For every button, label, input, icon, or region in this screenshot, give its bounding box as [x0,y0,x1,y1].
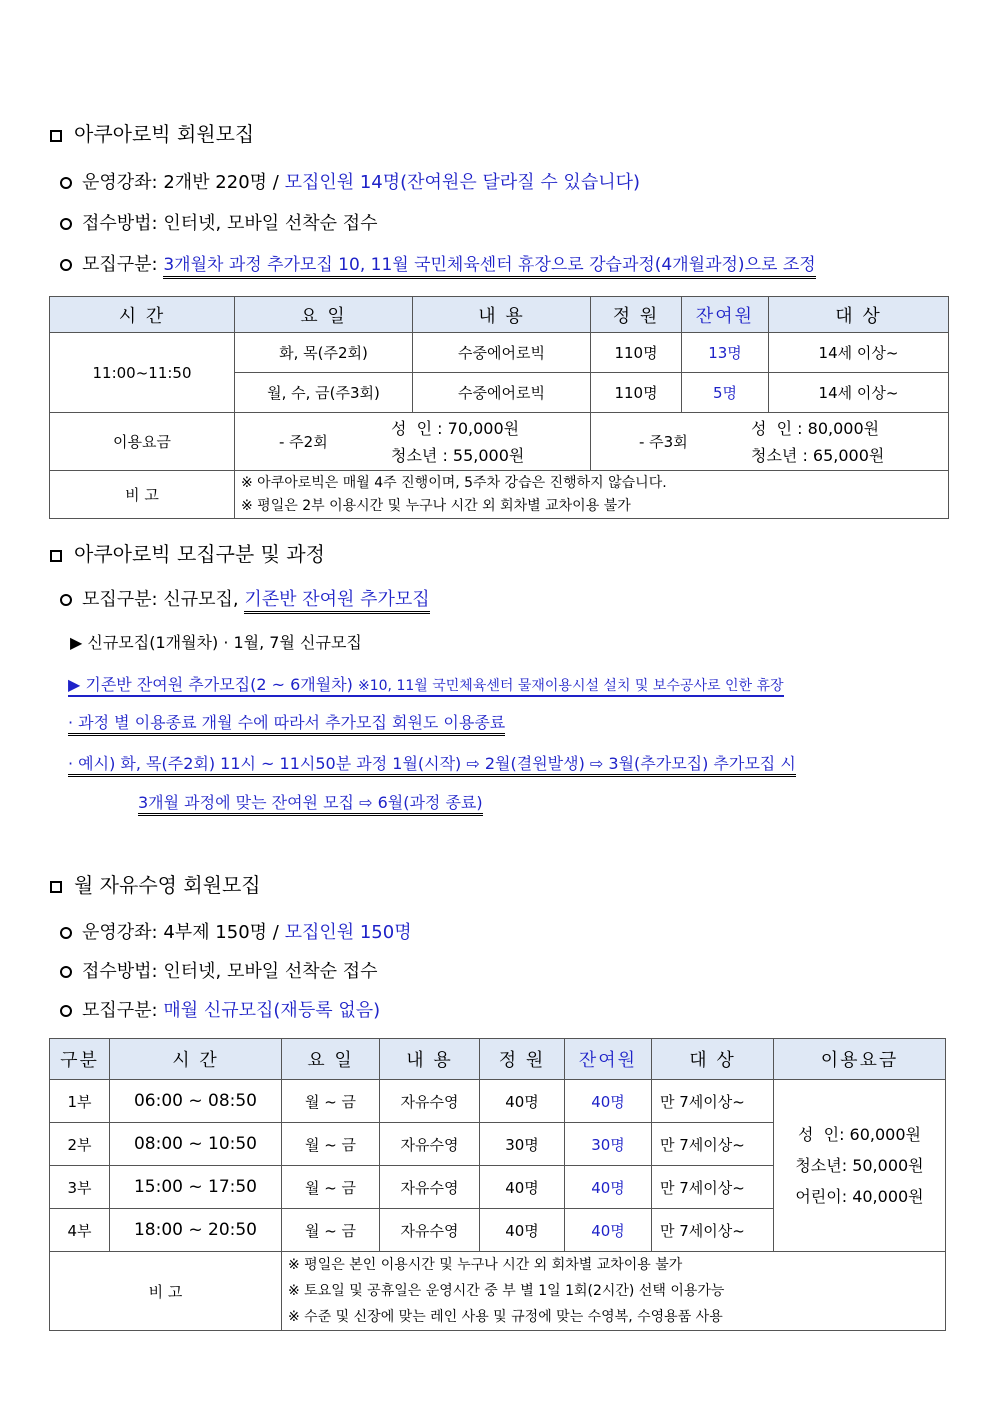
table-row: 월, 수, 금(주3회) 수중에어로빅 110명 5명 14세 이상~ [50,373,949,413]
aqua-category-line: 모집구분: 3개월차 과정 추가모집 10, 11월 국민체육센터 휴장으로 강습과정(4개월과정)으로 조정 [60,250,816,276]
swim-operation-line: 운영강좌: 4부제 150명 / 모집인원 150명 [60,918,412,944]
table-row: 1부 06:00 ~ 08:50 월 ~ 금 자유수영 40명 40명 만 7세이상~ 성 인: 60,000원 청소년: 50,000원 어린이: 40,000원 [50,1080,946,1123]
aqua-operation-line: 운영강좌: 2개반 220명 / 모집인원 14명(잔여원은 달라질 수 있습니다) [60,168,640,194]
square-bullet-icon [50,130,62,142]
header-day: 요 일 [282,1039,380,1080]
swim-schedule-table [49,1038,946,1331]
fee-thrice-weekly: - 주3회성 인 : 80,000원 청소년 : 65,000원 [591,413,949,471]
header-target: 대 상 [652,1039,774,1080]
example-line-2: 3개월 과정에 맞는 잔여원 모집 ⇨ 6월(과정 종료) [138,790,483,813]
header-content: 내 용 [380,1039,480,1080]
header-time: 시 간 [110,1039,282,1080]
fee-twice-weekly: - 주2회성 인 : 70,000원 청소년 : 55,000원 [235,413,591,471]
new-recruit-line: ▶ 신규모집(1개월차) · 1월, 7월 신규모집 [70,633,362,652]
swim-section-title: 월 자유수영 회원모집 [50,869,261,898]
square-bullet-icon [50,881,62,893]
existing-recruit-line: ▶ 기존반 잔여원 추가모집(2 ~ 6개월차) ※10, 11월 국민체육센터 물재이용시설 설치 및 보수공사로 인한 휴장 [68,672,784,695]
process-category-line: 모집구분: 신규모집, 기존반 잔여원 추가모집 [60,585,430,611]
header-content: 내 용 [413,297,591,333]
note-row: 비 고 ※ 아쿠아로빅은 매월 4주 진행이며, 5주차 강습은 진행하지 않습니다. ※ 평일은 2부 이용시간 및 누구나 시간 외 회차별 교차이용 불가 [50,471,949,519]
note-label: 비 고 [50,1252,282,1331]
header-fee: 이용요금 [774,1039,946,1080]
aqua-reception-line: 접수방법: 인터넷, 모바일 선착순 접수 [60,209,378,235]
header-capacity: 정 원 [591,297,682,333]
circle-bullet-icon [60,927,72,939]
header-time: 시 간 [50,297,235,333]
class-time-cell: 11:00~11:50 [50,333,235,413]
fee-cell: 성 인: 60,000원 청소년: 50,000원 어린이: 40,000원 [774,1080,946,1252]
circle-bullet-icon [60,218,72,230]
header-remaining: 잔여원 [565,1039,652,1080]
circle-bullet-icon [60,177,72,189]
table-row: 11:00~11:50 화, 목(주2회) 수중에어로빅 110명 13명 14세 이상~ [50,333,949,373]
fee-row [50,413,949,471]
example-line-1: · 예시) 화, 목(주2회) 11시 ~ 11시50분 과정 1월(시작) ⇨ 2월(결원발생) ⇨ 3월(추가모집) 추가모집 시 [68,751,796,774]
square-bullet-icon [50,550,62,562]
circle-bullet-icon [60,966,72,978]
header-part: 구분 [50,1039,110,1080]
header-capacity: 정 원 [480,1039,565,1080]
table-row: 2부 08:00 ~ 10:50 월 ~ 금 자유수영 30명 30명 만 7세이상~ [50,1123,946,1166]
rule-line: · 과정 별 이용종료 개월 수에 따라서 추가모집 회원도 이용종료 [68,710,505,733]
swim-reception-line: 접수방법: 인터넷, 모바일 선착순 접수 [60,957,378,983]
fee-label: 이용요금 [50,413,235,471]
table-row: 3부 15:00 ~ 17:50 월 ~ 금 자유수영 40명 40명 만 7세이상~ [50,1166,946,1209]
circle-bullet-icon [60,259,72,271]
aqua-section-title: 아쿠아로빅 회원모집 [50,118,254,147]
process-section-title: 아쿠아로빅 모집구분 및 과정 [50,538,325,567]
aqua-schedule-table [49,296,949,519]
swim-category-line: 모집구분: 매월 신규모집(재등록 없음) [60,996,380,1022]
header-remaining: 잔여원 [682,297,769,333]
note-row: 비 고 ※ 평일은 본인 이용시간 및 누구나 시간 외 회차별 교차이용 불가 ※ 토요일 및 공휴일은 운영시간 중 부 별 1일 1회(2시간) 선택 이용가능 ※ 수준 및 신장에 맞는 레인 사용 및 규정에 맞는 수영복, 수영용품 사용 [50,1252,946,1331]
header-day: 요 일 [235,297,413,333]
circle-bullet-icon [60,594,72,606]
note-label: 비 고 [50,471,235,519]
table-row: 4부 18:00 ~ 20:50 월 ~ 금 자유수영 40명 40명 만 7세이상~ [50,1209,946,1252]
header-target: 대 상 [769,297,949,333]
circle-bullet-icon [60,1005,72,1017]
